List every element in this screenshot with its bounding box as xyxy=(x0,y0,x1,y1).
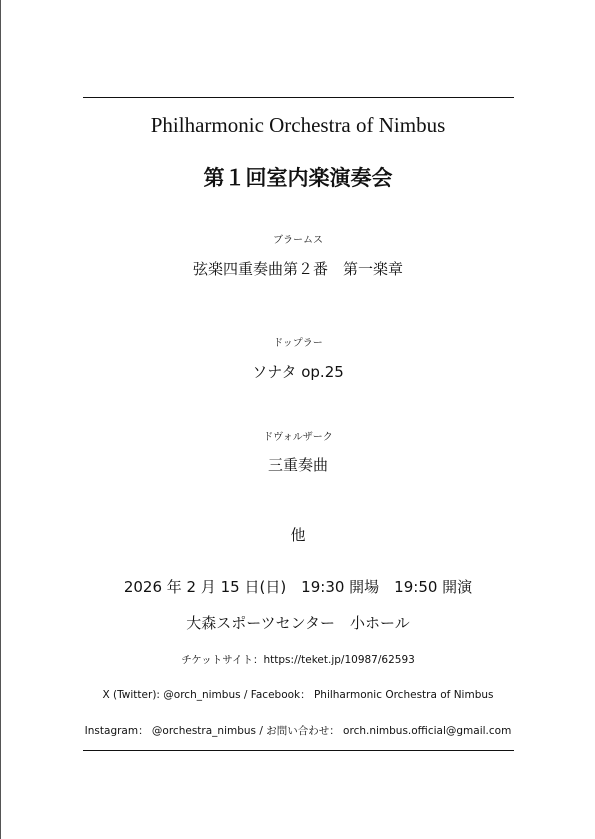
event-venue: 大森スポーツセンター 小ホール xyxy=(186,614,410,632)
composer-2: ドップラー xyxy=(273,338,323,349)
event-datetime: 2026 年 2 月 15 日(日) 19:30 開場 19:50 開演 xyxy=(123,578,473,596)
concert-title: 第１回室内楽演奏会 xyxy=(203,166,393,190)
work-2: ソナタ op.25 xyxy=(252,363,344,381)
work-3: 三重奏曲 xyxy=(267,456,328,474)
bottom-rule xyxy=(83,750,514,751)
orchestra-title: Philharmonic Orchestra of Nimbus xyxy=(150,113,446,137)
ticket-info: チケットサイト：https://teket.jp/10987/62593 xyxy=(181,654,415,666)
composer-1: ブラームス xyxy=(273,235,323,246)
social-info: X (Twitter): @orch_nimbus / Facebook： Philharmonic Orchestra of Nimbus xyxy=(102,689,494,701)
top-rule xyxy=(83,97,514,98)
work-1: 弦楽四重奏曲第２番 第一楽章 xyxy=(192,260,403,278)
contact-info: Instagram： @orchestra_nimbus / お問い合わせ： orch.nimbus.official@gmail.com xyxy=(84,725,512,737)
etc-text: 他 xyxy=(290,526,306,544)
composer-3: ドヴォルザーク xyxy=(263,432,333,443)
